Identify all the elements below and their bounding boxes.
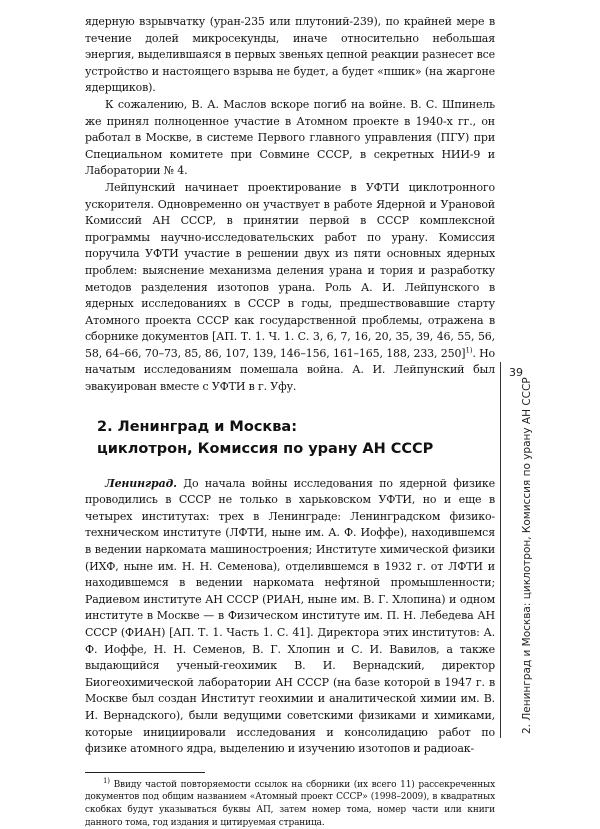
- lead-word: Ленинград.: [105, 476, 177, 490]
- paragraph-4-text: До начала войны исследования по ядерной физике проводились в СССР не только в харьковском УФТИ, но и еще в четырех институтах: трех в Ленинграде: Ленинградском физико-техническом институте (ЛФТИ, ныне им. А. Ф. Иоффе), находившемся в ведении наркомата машиностроения; Институте химической физики (ИХФ, ныне им. Н. Н. Семенова), отделившемся в 1932 г. от ЛФТИ и находившемся в ведении наркомата нефтяной промышленности; Радиевом институте АН СССР (РИАН, ныне им. В. Г. Хлопина) и одном институте в Москве — в Физическом институте им. П. Н. Лебедева АН СССР (ФИАН) [АП. Т. 1. Часть 1. С. 41]. Директора этих институтов: А. Ф. Иоффе, Н. Н. Семенов, В. Г. Хлопин и С. И. Вавилов, а также выдающийся ученый-геохимик В. И. Вернадский, директор Биогеохимической лаборатории АН СССР (на базе которой в 1947 г. в Москве был создан Институт геохимии и аналитической химии им. В. И. Вернадского), были ведущими советскими физиками и химиками, которые инициировали исследования и консолидацию работ по физике атомного ядра, выделению и изучению изотопов и радиоак-: [85, 476, 495, 756]
- footnote-reference[interactable]: 1): [465, 346, 473, 355]
- section-heading-line-2: циклотрон, Комиссия по урану АН СССР: [97, 440, 434, 457]
- paragraph-1: ядерную взрывчатку (уран-235 или плутоний-239), по крайней мере в течение долей микросекунды, иначе относительно небольшая энергия, выделившаяся в первых звеньях цепной реакции разнесет все устройство и настоящего взрыва не будет, а будет «пшик» (на жаргоне ядерщиков).: [85, 15, 495, 95]
- footnote-divider: [85, 772, 205, 773]
- margin-sidebar: [500, 362, 539, 738]
- footnote: [85, 776, 495, 829]
- page-number: 39: [509, 366, 523, 379]
- paragraph-3-tail: . Но начатым исследованиям помешала война. А. И. Лейпунский был эвакуирован вместе с УФТИ в г. Уфу.: [85, 346, 495, 394]
- running-head: 2. Ленинград и Москва: циклотрон, Комиссия по урану АН СССР: [521, 377, 533, 734]
- footnote-mark: 1): [103, 776, 110, 785]
- text-column: [85, 14, 495, 829]
- section-heading-line-1: 2. Ленинград и Москва:: [97, 418, 298, 435]
- paragraph-3-text: Лейпунский начинает проектирование в УФТИ циклотронного ускорителя. Одновременно он участвует в работе Ядерной и Урановой Комиссий АН СССР, в принятии первой в СССР комплексной программы научно-исследовательских работ по урану. Комиссия поручила УФТИ участие в решении двух из пяти основных ядерных проблем: выяснение механизма деления урана и тория и разработку методов разделения изотопов урана. Роль А. И. Лейпунского в ядерных исследованиях в СССР в годы, предшествовавшие старту Атомного проекта СССР как государственной проблемы, отражена в сборнике документов [АП. Т. 1. Ч. 1. С. 3, 6, 7, 16, 20, 35, 39, 46, 55, 56, 58, 64–66, 70–73, 85, 86, 107, 139, 146–156, 161–165, 188, 233, 250]: [85, 180, 495, 360]
- paragraph-4: [85, 476, 495, 758]
- paragraph-3: [85, 180, 495, 396]
- paragraph-2: К сожалению, В. А. Маслов вскоре погиб на войне. В. С. Шпинель же принял полноценное участие в Атомном проекте в 1940-х гг., он работал в Москве, в системе Первого главного управления (ПГУ) при Специальном комитете при Совмине СССР, в секретных НИИ-9 и Лаборатории № 4.: [85, 97, 495, 178]
- section-heading: [85, 416, 495, 460]
- footnote-text: Ввиду частой повторяемости ссылок на сборники (их всего 11) рассекреченных документов под общим названием «Атомный проект СССР» (1998–2009), в квадратных скобках будут указываться буквы АП, затем номер тома, номер части или книги данного тома, год издания и цитируемая страница.: [85, 779, 495, 828]
